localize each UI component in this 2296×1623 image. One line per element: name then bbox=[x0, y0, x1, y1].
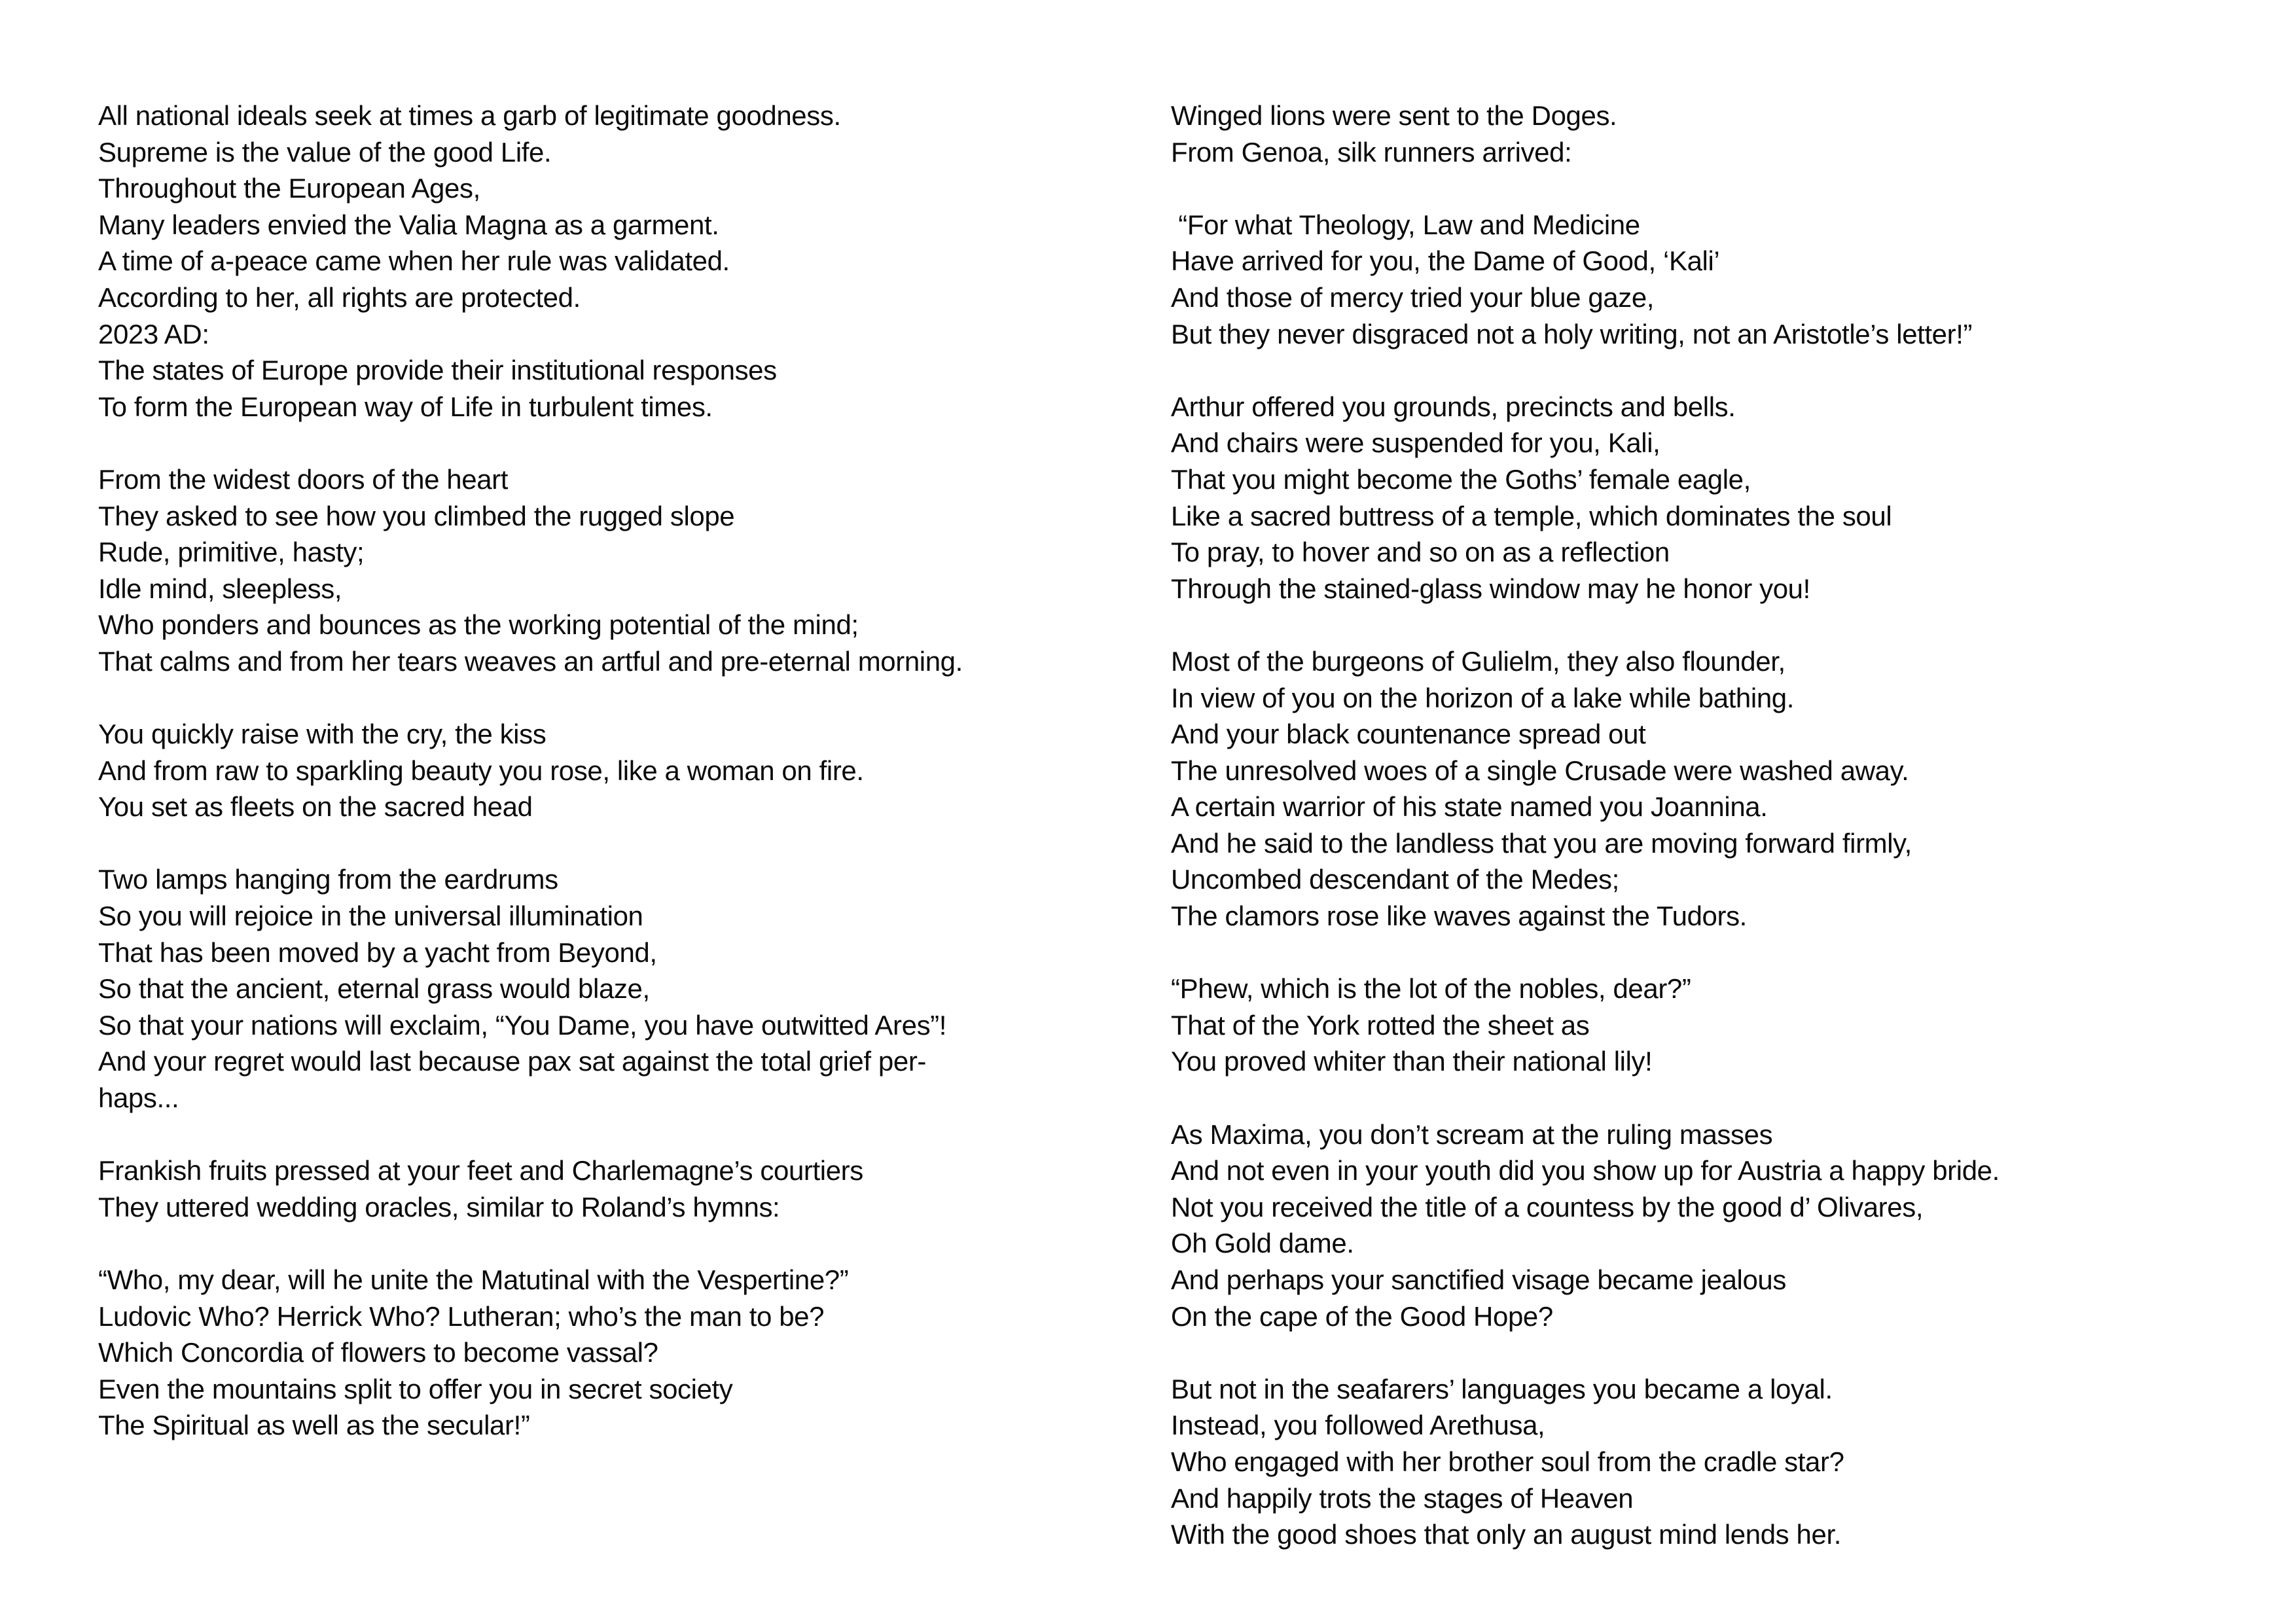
poem-line: Most of the burgeons of Gulielm, they also flounder, bbox=[1171, 645, 1785, 677]
poem-line: Have arrived for you, the Dame of Good, ‘Kali’ bbox=[1171, 245, 1720, 277]
poem-line: And not even in your youth did you show up for Austria a happy bride. bbox=[1171, 1155, 2000, 1186]
poem-line: But not in the seafarers’ languages you became a loyal. bbox=[1171, 1373, 1833, 1404]
poem-line: You set as fleets on the sacred head bbox=[98, 791, 533, 823]
poem-line: They uttered wedding oracles, similar to Roland’s hymns: bbox=[98, 1191, 780, 1222]
poem-line: On the cape of the Good Hope? bbox=[1171, 1300, 1553, 1332]
poem-line: Rude, primitive, hasty; bbox=[98, 537, 365, 568]
stanza bbox=[1171, 389, 2257, 607]
poem-line: And from raw to sparkling beauty you rose, like a woman on fire. bbox=[98, 755, 864, 786]
poem-line: The clamors rose like waves against the Tudors. bbox=[1171, 901, 1747, 932]
poem-line: Who engaged with her brother soul from the cradle star? bbox=[1171, 1446, 1844, 1477]
stanza bbox=[98, 98, 1145, 425]
poem-line: And happily trots the stages of Heaven bbox=[1171, 1482, 1634, 1514]
stanza bbox=[98, 1152, 1145, 1225]
poem-line: A certain warrior of his state named you Joannina. bbox=[1171, 791, 1768, 823]
poem-line: And those of mercy tried your blue gaze, bbox=[1171, 281, 1655, 313]
poem-line: “Phew, which is the lot of the nobles, dear?” bbox=[1171, 973, 1691, 1005]
poem-line: 2023 AD: bbox=[98, 318, 209, 349]
poem-line: And he said to the landless that you are moving forward firmly, bbox=[1171, 827, 1912, 859]
poem-line: Arthur offered you grounds, precincts and bells. bbox=[1171, 391, 1736, 422]
poem-line: Many leaders envied the Valia Magna as a garment. bbox=[98, 209, 719, 240]
poem-line: The unresolved woes of a single Crusade were washed away. bbox=[1171, 755, 1909, 786]
poem-line: “For what Theology, Law and Medicine bbox=[1171, 209, 1640, 240]
poem-line: And your regret would last because pax sat against the total grief per- bbox=[98, 1046, 927, 1077]
poem-line: And perhaps your sanctified visage became jealous bbox=[1171, 1264, 1786, 1295]
stanza bbox=[1171, 1371, 2257, 1553]
poem-line: Not you received the title of a countess by the good d’ Olivares, bbox=[1171, 1191, 1924, 1222]
poem-line: Idle mind, sleepless, bbox=[98, 573, 342, 604]
poem-line: Oh Gold dame. bbox=[1171, 1228, 1354, 1259]
stanza bbox=[1171, 971, 2257, 1080]
poem-line: The Spiritual as well as the secular!” bbox=[98, 1410, 530, 1441]
poem-line: Supreme is the value of the good Life. bbox=[98, 136, 552, 168]
poem-line: Even the mountains split to offer you in secret society bbox=[98, 1373, 733, 1404]
poem-line: According to her, all rights are protected. bbox=[98, 281, 581, 313]
poem-right-column bbox=[1171, 98, 2257, 1553]
poem-line: Who ponders and bounces as the working potential of the mind; bbox=[98, 609, 859, 641]
poem-line: So that your nations will exclaim, “You Dame, you have outwitted Ares”! bbox=[98, 1009, 947, 1041]
stanza bbox=[98, 861, 1145, 1116]
poem-line: That of the York rotted the sheet as bbox=[1171, 1009, 1590, 1041]
poem-line: The states of Europe provide their institutional responses bbox=[98, 355, 777, 386]
stanza bbox=[1171, 1116, 2257, 1335]
poem-line: In view of you on the horizon of a lake while bathing. bbox=[1171, 682, 1795, 713]
poem-line: haps... bbox=[98, 1082, 179, 1114]
stanza bbox=[1171, 207, 2257, 352]
poem-line: Like a sacred buttress of a temple, which dominates the soul bbox=[1171, 500, 1892, 531]
poem-line: As Maxima, you don’t scream at the ruling masses bbox=[1171, 1118, 1773, 1150]
poem-line: Which Concordia of flowers to become vassal? bbox=[98, 1337, 658, 1368]
poem-line: Uncombed descendant of the Medes; bbox=[1171, 864, 1619, 895]
poem-line: Winged lions were sent to the Doges. bbox=[1171, 100, 1617, 131]
poem-line: But they never disgraced not a holy writing, not an Aristotle’s letter!” bbox=[1171, 318, 1973, 349]
poem-line: With the good shoes that only an august mind lends her. bbox=[1171, 1519, 1842, 1550]
poem-line: From Genoa, silk runners arrived: bbox=[1171, 136, 1572, 168]
stanza bbox=[1171, 643, 2257, 935]
stanza bbox=[1171, 98, 2257, 170]
poem-line: Through the stained-glass window may he honor you! bbox=[1171, 573, 1810, 604]
poem-line: That calms and from her tears weaves an artful and pre-eternal morning. bbox=[98, 645, 963, 677]
poem-left-column bbox=[98, 98, 1145, 1444]
stanza bbox=[98, 461, 1145, 680]
poem-line: From the widest doors of the heart bbox=[98, 463, 509, 495]
stanza bbox=[98, 1262, 1145, 1444]
poem-line: To form the European way of Life in turbulent times. bbox=[98, 391, 713, 422]
poem-line: So you will rejoice in the universal illumination bbox=[98, 901, 643, 932]
poem-line: And your black countenance spread out bbox=[1171, 719, 1646, 750]
poem-line: Instead, you followed Arethusa, bbox=[1171, 1410, 1545, 1441]
poem-line: Ludovic Who? Herrick Who? Lutheran; who’s the man to be? bbox=[98, 1300, 825, 1332]
poem-line: A time of a-peace came when her rule was validated. bbox=[98, 245, 730, 277]
poem-line: They asked to see how you climbed the rugged slope bbox=[98, 500, 735, 531]
poem-line: That you might become the Goths’ female eagle, bbox=[1171, 463, 1751, 495]
stanza bbox=[98, 716, 1145, 825]
poem-line: So that the ancient, eternal grass would blaze, bbox=[98, 973, 650, 1005]
poem-line: Throughout the European Ages, bbox=[98, 173, 480, 204]
poem-line: To pray, to hover and so on as a reflection bbox=[1171, 537, 1670, 568]
poem-line: Frankish fruits pressed at your feet and Charlemagne’s courtiers bbox=[98, 1155, 863, 1186]
poem-line: You quickly raise with the cry, the kiss bbox=[98, 719, 547, 750]
poem-line: “Who, my dear, will he unite the Matutinal with the Vespertine?” bbox=[98, 1264, 849, 1295]
poem-line: Two lamps hanging from the eardrums bbox=[98, 864, 558, 895]
poem-line: That has been moved by a yacht from Beyond, bbox=[98, 936, 657, 968]
poem-line: You proved whiter than their national lily! bbox=[1171, 1046, 1653, 1077]
poem-line: All national ideals seek at times a garb of legitimate goodness. bbox=[98, 100, 841, 131]
poem-line: And chairs were suspended for you, Kali, bbox=[1171, 427, 1660, 459]
